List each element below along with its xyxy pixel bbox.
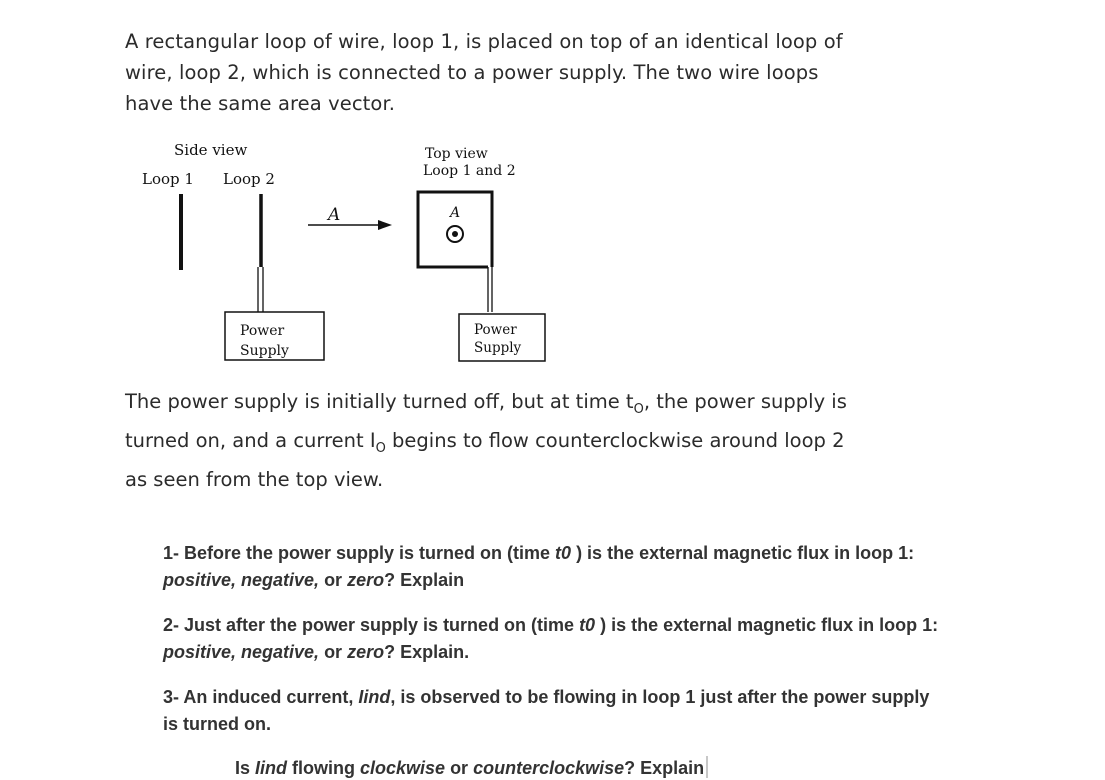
loop1-label: Loop 1 bbox=[142, 170, 194, 188]
side-view-label: Side view bbox=[174, 141, 248, 159]
q3-text-c: is turned on. bbox=[163, 714, 271, 734]
i-subscript: O bbox=[375, 440, 386, 456]
q1-time: t0 bbox=[555, 543, 572, 563]
question-3-followup[interactable] bbox=[235, 756, 708, 779]
power-supply-left-line2: Supply bbox=[240, 343, 289, 359]
question-3 bbox=[163, 684, 1063, 738]
q1-zero: zero bbox=[347, 570, 385, 590]
q2-text-b: ) is the external magnetic flux in loop 1: bbox=[595, 615, 939, 635]
setup-line-2-b: begins to flow counterclockwise around loop 2 bbox=[385, 428, 845, 452]
q2-text-a: 2- Just after the power supply is turned on (time bbox=[163, 615, 580, 635]
setup-line-1-b: , the power supply is bbox=[643, 390, 847, 413]
setup-paragraph bbox=[125, 386, 925, 495]
question-1 bbox=[163, 540, 1063, 594]
q1-end: ? Explain bbox=[384, 570, 465, 590]
q2-or: or bbox=[319, 642, 348, 662]
area-vector-arrowhead bbox=[378, 220, 392, 230]
q4-end: ? Explain bbox=[624, 758, 705, 778]
q1-options: positive, negative, bbox=[163, 570, 320, 590]
top-area-label: A bbox=[450, 205, 461, 221]
q3-text-b: , is observed to be flowing in loop 1 just after the power supply bbox=[390, 687, 930, 707]
q2-options: positive, negative, bbox=[163, 642, 320, 662]
top-view-label: Top view bbox=[425, 146, 488, 162]
setup-line-3: as seen from the top view. bbox=[125, 467, 384, 491]
q1-text-b: ) is the external magnetic flux in loop 1: bbox=[571, 543, 915, 563]
q2-end: ? Explain. bbox=[384, 642, 470, 662]
q2-zero: zero bbox=[347, 642, 385, 662]
q4-counterclockwise: counterclockwise bbox=[473, 758, 625, 778]
q4-or: or bbox=[445, 758, 474, 778]
q2-time: t0 bbox=[579, 615, 596, 635]
q1-text-a: 1- Before the power supply is turned on (time bbox=[163, 543, 556, 563]
q4-text-b: flowing bbox=[287, 758, 360, 778]
loops-diagram bbox=[120, 132, 680, 372]
q4-text-a: Is bbox=[235, 758, 256, 778]
intro-line-3: have the same area vector. bbox=[125, 92, 396, 115]
q4-lind: Iind bbox=[255, 758, 288, 778]
area-vector-label: A bbox=[328, 205, 341, 225]
setup-line-1-a: The power supply is initially turned off, but at time t bbox=[125, 390, 634, 413]
q3-text-a: 3- An induced current, bbox=[163, 687, 359, 707]
q4-clockwise: clockwise bbox=[360, 758, 446, 778]
intro-paragraph bbox=[125, 26, 915, 119]
power-supply-left-line1: Power bbox=[240, 323, 285, 339]
question-2 bbox=[163, 612, 1063, 666]
power-supply-right-line1: Power bbox=[474, 322, 517, 338]
top-view-sublabel: Loop 1 and 2 bbox=[423, 163, 516, 179]
top-view-loop bbox=[418, 192, 492, 267]
loops-diagram-svg bbox=[120, 132, 680, 372]
setup-line-2-a: turned on, and a current I bbox=[125, 428, 376, 452]
questions bbox=[163, 540, 1063, 756]
q3-lind: Iind bbox=[358, 687, 391, 707]
intro-line-1: A rectangular loop of wire, loop 1, is placed on top of an identical loop of bbox=[125, 30, 843, 53]
setup-line-1 bbox=[125, 386, 925, 425]
q1-or: or bbox=[319, 570, 348, 590]
loop2-label: Loop 2 bbox=[223, 170, 275, 188]
out-of-page-dot bbox=[452, 231, 458, 237]
t-subscript: O bbox=[633, 401, 644, 417]
intro-line-2: wire, loop 2, which is connected to a power supply. The two wire loops bbox=[125, 61, 819, 84]
text-cursor bbox=[706, 756, 708, 778]
setup-line-2 bbox=[125, 425, 925, 464]
power-supply-right-line2: Supply bbox=[474, 340, 522, 356]
